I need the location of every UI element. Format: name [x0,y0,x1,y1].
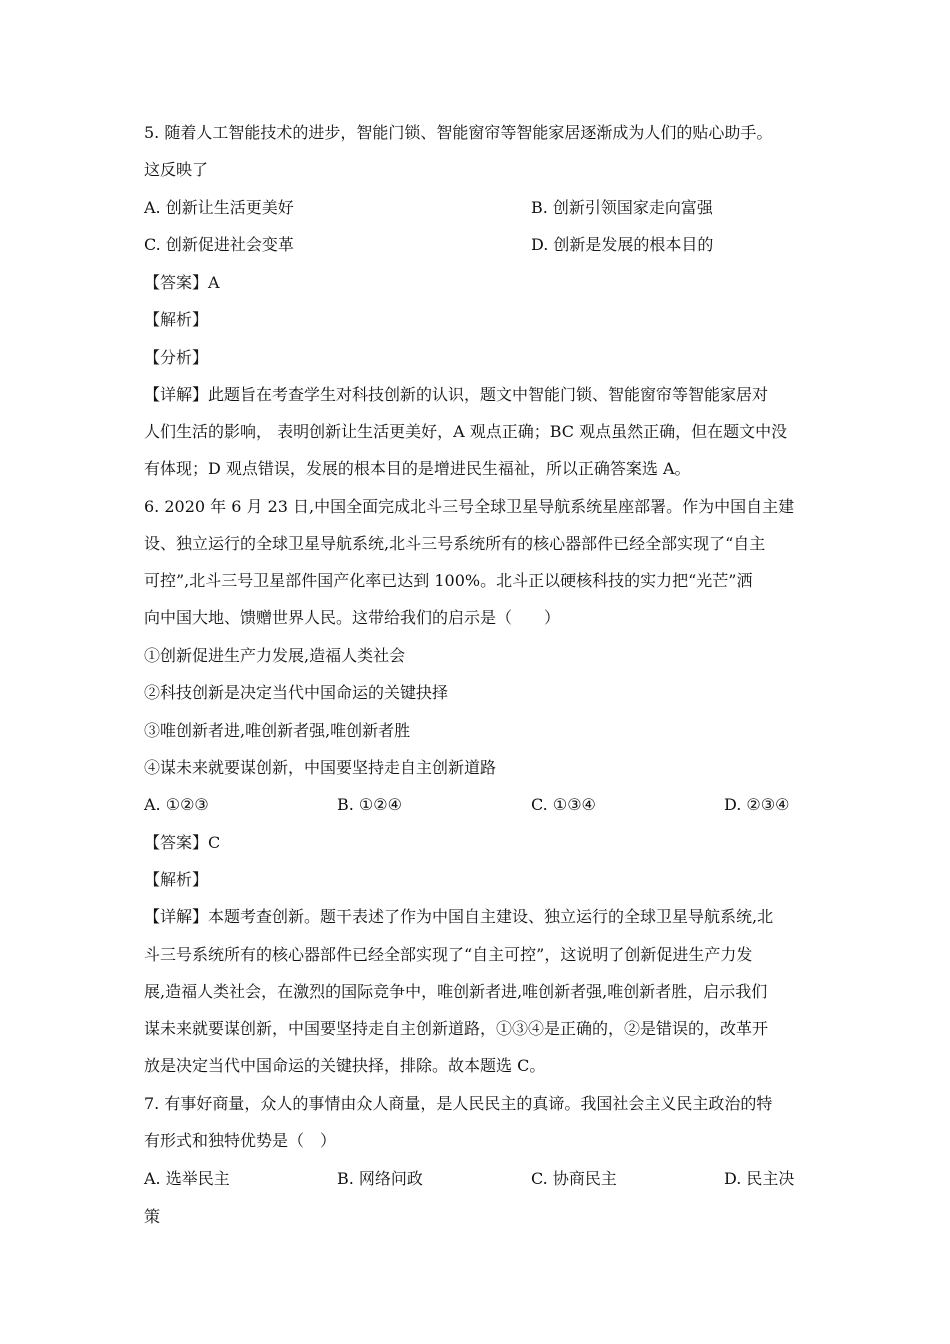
q6-detail-line-1: 【详解】本题考查创新。题干表述了作为中国自主建设、独立运行的全球卫星导航系统,北 [144,907,774,926]
q6-detail-line-3: 展,造福人类社会，在激烈的国际竞争中，唯创新者进,唯创新者强,唯创新者胜，启示我们 [144,982,768,1001]
q7-option-d: D. 民主决 [724,1169,795,1188]
q5-option-b: B. 创新引领国家走向富强 [531,198,713,217]
q5-option-d: D. 创新是发展的根本目的 [531,235,714,254]
q6-item-2: ②科技创新是决定当代中国命运的关键抉择 [144,683,449,702]
q6-detail-line-4: 谋未来就要谋创新，中国要坚持走自主创新道路，①③④是正确的，②是错误的，改革开 [144,1019,769,1038]
q7-option-d-wrap: 策 [144,1207,161,1226]
q6-item-1: ①创新促进生产力发展,造福人类社会 [144,646,406,665]
q6-detail-line-2: 斗三号系统所有的核心器部件已经全部实现了“自主可控”，这说明了创新促进生产力发 [144,945,753,964]
q5-analysis-label: 【解析】 [144,310,209,329]
q5-stem-line-2: 这反映了 [144,160,209,179]
q7-option-a: A. 选举民主 [144,1169,230,1188]
q6-analysis-label: 【解析】 [144,870,209,889]
q6-item-3: ③唯创新者进,唯创新者强,唯创新者胜 [144,721,411,740]
q6-item-4: ④谋未来就要谋创新，中国要坚持走自主创新道路 [144,758,497,777]
q6-stem-line-1: 6. 2020 年 6 月 23 日,中国全面完成北斗三号全球卫星导航系统星座部署。作为中国自主建 [144,497,795,516]
q7-option-c: C. 协商民主 [531,1169,617,1188]
q6-detail-line-5: 放是决定当代中国命运的关键抉择，排除。故本题选 C。 [144,1056,546,1075]
q7-stem-line-1: 7. 有事好商量，众人的事情由众人商量，是人民民主的真谛。我国社会主义民主政治的特 [144,1094,773,1113]
q6-option-a: A. ①②③ [144,795,209,814]
q6-stem-line-3: 可控”,北斗三号卫星部件国产化率已达到 100%。北斗正以硬核科技的实力把“光芒”洒 [144,571,753,590]
q5-fenxi-label: 【分析】 [144,348,209,367]
q5-answer: 【答案】A [144,273,220,292]
q5-stem-line-1: 5. 随着人工智能技术的进步，智能门锁、智能窗帘等智能家居逐渐成为人们的贴心助手。 [144,123,773,142]
q6-answer: 【答案】C [144,833,221,852]
q5-detail-line-2: 人们生活的影响， 表明创新让生活更美好，A 观点正确；BC 观点虽然正确，但在题文中没 [144,422,788,441]
q5-detail-line-1: 【详解】此题旨在考查学生对科技创新的认识，题文中智能门锁、智能窗帘等智能家居对 [144,385,769,404]
q6-option-b: B. ①②④ [337,795,402,814]
q6-option-d: D. ②③④ [724,795,790,814]
q7-option-b: B. 网络问政 [337,1169,423,1188]
q5-option-c: C. 创新促进社会变革 [144,235,294,254]
q7-stem-line-2: 有形式和独特优势是（ ） [144,1131,337,1150]
q6-stem-line-4: 向中国大地、馈赠世界人民。这带给我们的启示是（ ） [144,608,561,627]
q6-stem-line-2: 设、独立运行的全球卫星导航系统,北斗三号系统所有的核心器部件已经全部实现了“自主 [144,534,766,553]
q5-detail-line-3: 有体现；D 观点错误，发展的根本目的是增进民生福祉，所以正确答案选 A。 [144,459,691,478]
q5-option-a: A. 创新让生活更美好 [144,198,294,217]
q6-option-c: C. ①③④ [531,795,596,814]
